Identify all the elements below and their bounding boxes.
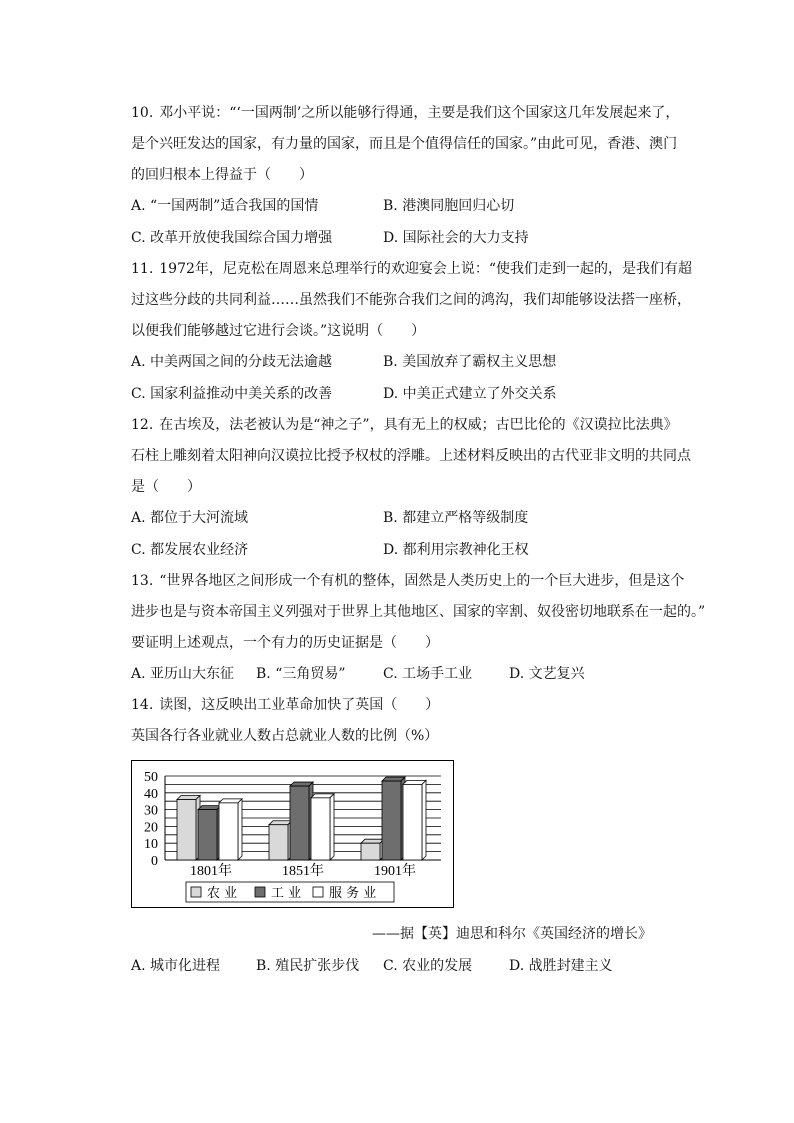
q10-line3: 的回归根本上得益于（ ） xyxy=(131,167,313,183)
y-tick-label: 40 xyxy=(144,786,158,802)
q13-option-c[interactable]: C. 工场手工业 xyxy=(383,666,473,682)
q11-line3: 以便我们能够越过它进行会谈。”这说明（ ） xyxy=(131,323,426,339)
q11-option-b[interactable]: B. 美国放弃了霸权主义思想 xyxy=(383,354,557,370)
q10-number: 10. xyxy=(131,105,154,121)
q11-line2: 过这些分歧的共同利益……虽然我们不能弥合我们之间的鸿沟，我们却能够设法搭一座桥， xyxy=(131,292,691,308)
q10-option-d[interactable]: D. 国际社会的大力支持 xyxy=(383,230,529,246)
q13-option-b[interactable]: B. “三角贸易” xyxy=(256,666,346,682)
q10-option-b[interactable]: B. 港澳同胞回归心切 xyxy=(383,198,515,214)
bar-农业-1901年 xyxy=(361,843,380,860)
q10-option-c[interactable]: C. 改革开放使我国综合国力增强 xyxy=(131,230,333,246)
q13-option-d[interactable]: D. 文艺复兴 xyxy=(509,666,585,682)
x-tick-label: 1851年 xyxy=(282,864,324,879)
q12-line2: 石柱上雕刻着太阳神向汉谟拉比授予权杖的浮雕。上述材料反映出的古代亚非文明的共同点 xyxy=(131,448,691,464)
y-tick-label: 30 xyxy=(144,803,158,819)
y-tick-label: 10 xyxy=(144,837,158,853)
q12-number: 12. xyxy=(131,417,154,433)
chart-legend xyxy=(186,882,394,902)
q12-option-c[interactable]: C. 都发展农业经济 xyxy=(131,542,249,558)
bar-服务业-1801年 xyxy=(219,803,238,860)
chart-title: 英国各行各业就业人数占总就业人数的比例（%） xyxy=(131,728,439,744)
q10-option-a[interactable]: A. “一国两制”适合我国的国情 xyxy=(131,198,319,214)
q11-line1: 11. 1972年，尼克松在周恩来总理举行的欢迎宴会上说：“使我们走到一起的，是我们有超 xyxy=(131,261,693,277)
y-tick-label: 20 xyxy=(144,820,158,836)
q12-option-b[interactable]: B. 都建立严格等级制度 xyxy=(383,510,529,526)
bar-side xyxy=(238,799,242,860)
q12-line1: 12. 在古埃及，法老被认为是“神之子”，具有无上的权威；古巴比伦的《汉谟拉比法典》 xyxy=(131,417,678,433)
q10-line1: 10. 邓小平说：“‘一国两制’之所以能够行得通，主要是我们这个国家这几年发展起来了， xyxy=(131,105,680,121)
q11-option-a[interactable]: A. 中美两国之间的分歧无法逾越 xyxy=(131,354,333,370)
bar-工业-1801年 xyxy=(198,810,217,860)
legend-swatch xyxy=(313,887,323,897)
legend-label: 工 业 xyxy=(271,886,302,901)
q11-option-d[interactable]: D. 中美正式建立了外交关系 xyxy=(383,386,557,402)
q13-option-a[interactable]: A. 亚历山大东征 xyxy=(131,666,235,682)
bar-农业-1801年 xyxy=(177,800,196,860)
legend-swatch xyxy=(255,887,265,897)
q11-number: 11. xyxy=(131,261,154,277)
q14-option-b[interactable]: B. 殖民扩张步伐 xyxy=(256,958,360,974)
y-tick-label: 0 xyxy=(151,854,158,869)
legend-swatch xyxy=(191,887,201,897)
q12-option-a[interactable]: A. 都位于大河流域 xyxy=(131,510,249,526)
q11-option-c[interactable]: C. 国家利益推动中美关系的改善 xyxy=(131,386,333,402)
bar-服务业-1851年 xyxy=(311,798,330,860)
bar-服务业-1901年 xyxy=(403,784,422,860)
q13-line1: 13. “世界各地区之间形成一个有机的整体，固然是人类历史上的一个巨大进步，但是这个 xyxy=(131,573,685,589)
bar-工业-1851年 xyxy=(290,786,309,860)
q12-option-d[interactable]: D. 都利用宗教神化王权 xyxy=(383,542,529,558)
q14-line1: 14. 读图，这反映出工业革命加快了英国（ ） xyxy=(131,697,440,713)
bar-side xyxy=(330,794,334,860)
legend-label: 服 务 业 xyxy=(329,886,377,901)
q14-option-c[interactable]: C. 农业的发展 xyxy=(383,958,473,974)
bar-side xyxy=(422,780,426,860)
q10-line2: 是个兴旺发达的国家，有力量的国家，而且是个值得信任的国家。”由此可见，香港、澳门 xyxy=(131,136,678,152)
bar-农业-1851年 xyxy=(269,825,288,860)
q14-number: 14. xyxy=(131,697,154,713)
y-tick-label: 50 xyxy=(144,770,158,785)
employment-bar-chart xyxy=(131,760,454,908)
chart-x-ticks xyxy=(190,862,416,879)
q13-line3: 要证明上述观点，一个有力的历史证据是（ ） xyxy=(131,635,439,651)
q12-line3: 是（ ） xyxy=(131,479,201,495)
q14-option-d[interactable]: D. 战胜封建主义 xyxy=(509,958,613,974)
x-tick-label: 1801年 xyxy=(190,864,232,879)
legend-label: 农 业 xyxy=(207,886,238,901)
chart-source: ——据【英】迪思和科尔《英国经济的增长》 xyxy=(372,926,652,942)
q13-line2: 进步也是与资本帝国主义列强对于世界上其他地区、国家的宰割、奴役密切地联系在一起的。” xyxy=(131,604,706,620)
q13-number: 13. xyxy=(131,573,154,589)
bar-工业-1901年 xyxy=(382,781,401,860)
x-tick-label: 1901年 xyxy=(374,864,416,879)
q14-option-a[interactable]: A. 城市化进程 xyxy=(131,958,221,974)
